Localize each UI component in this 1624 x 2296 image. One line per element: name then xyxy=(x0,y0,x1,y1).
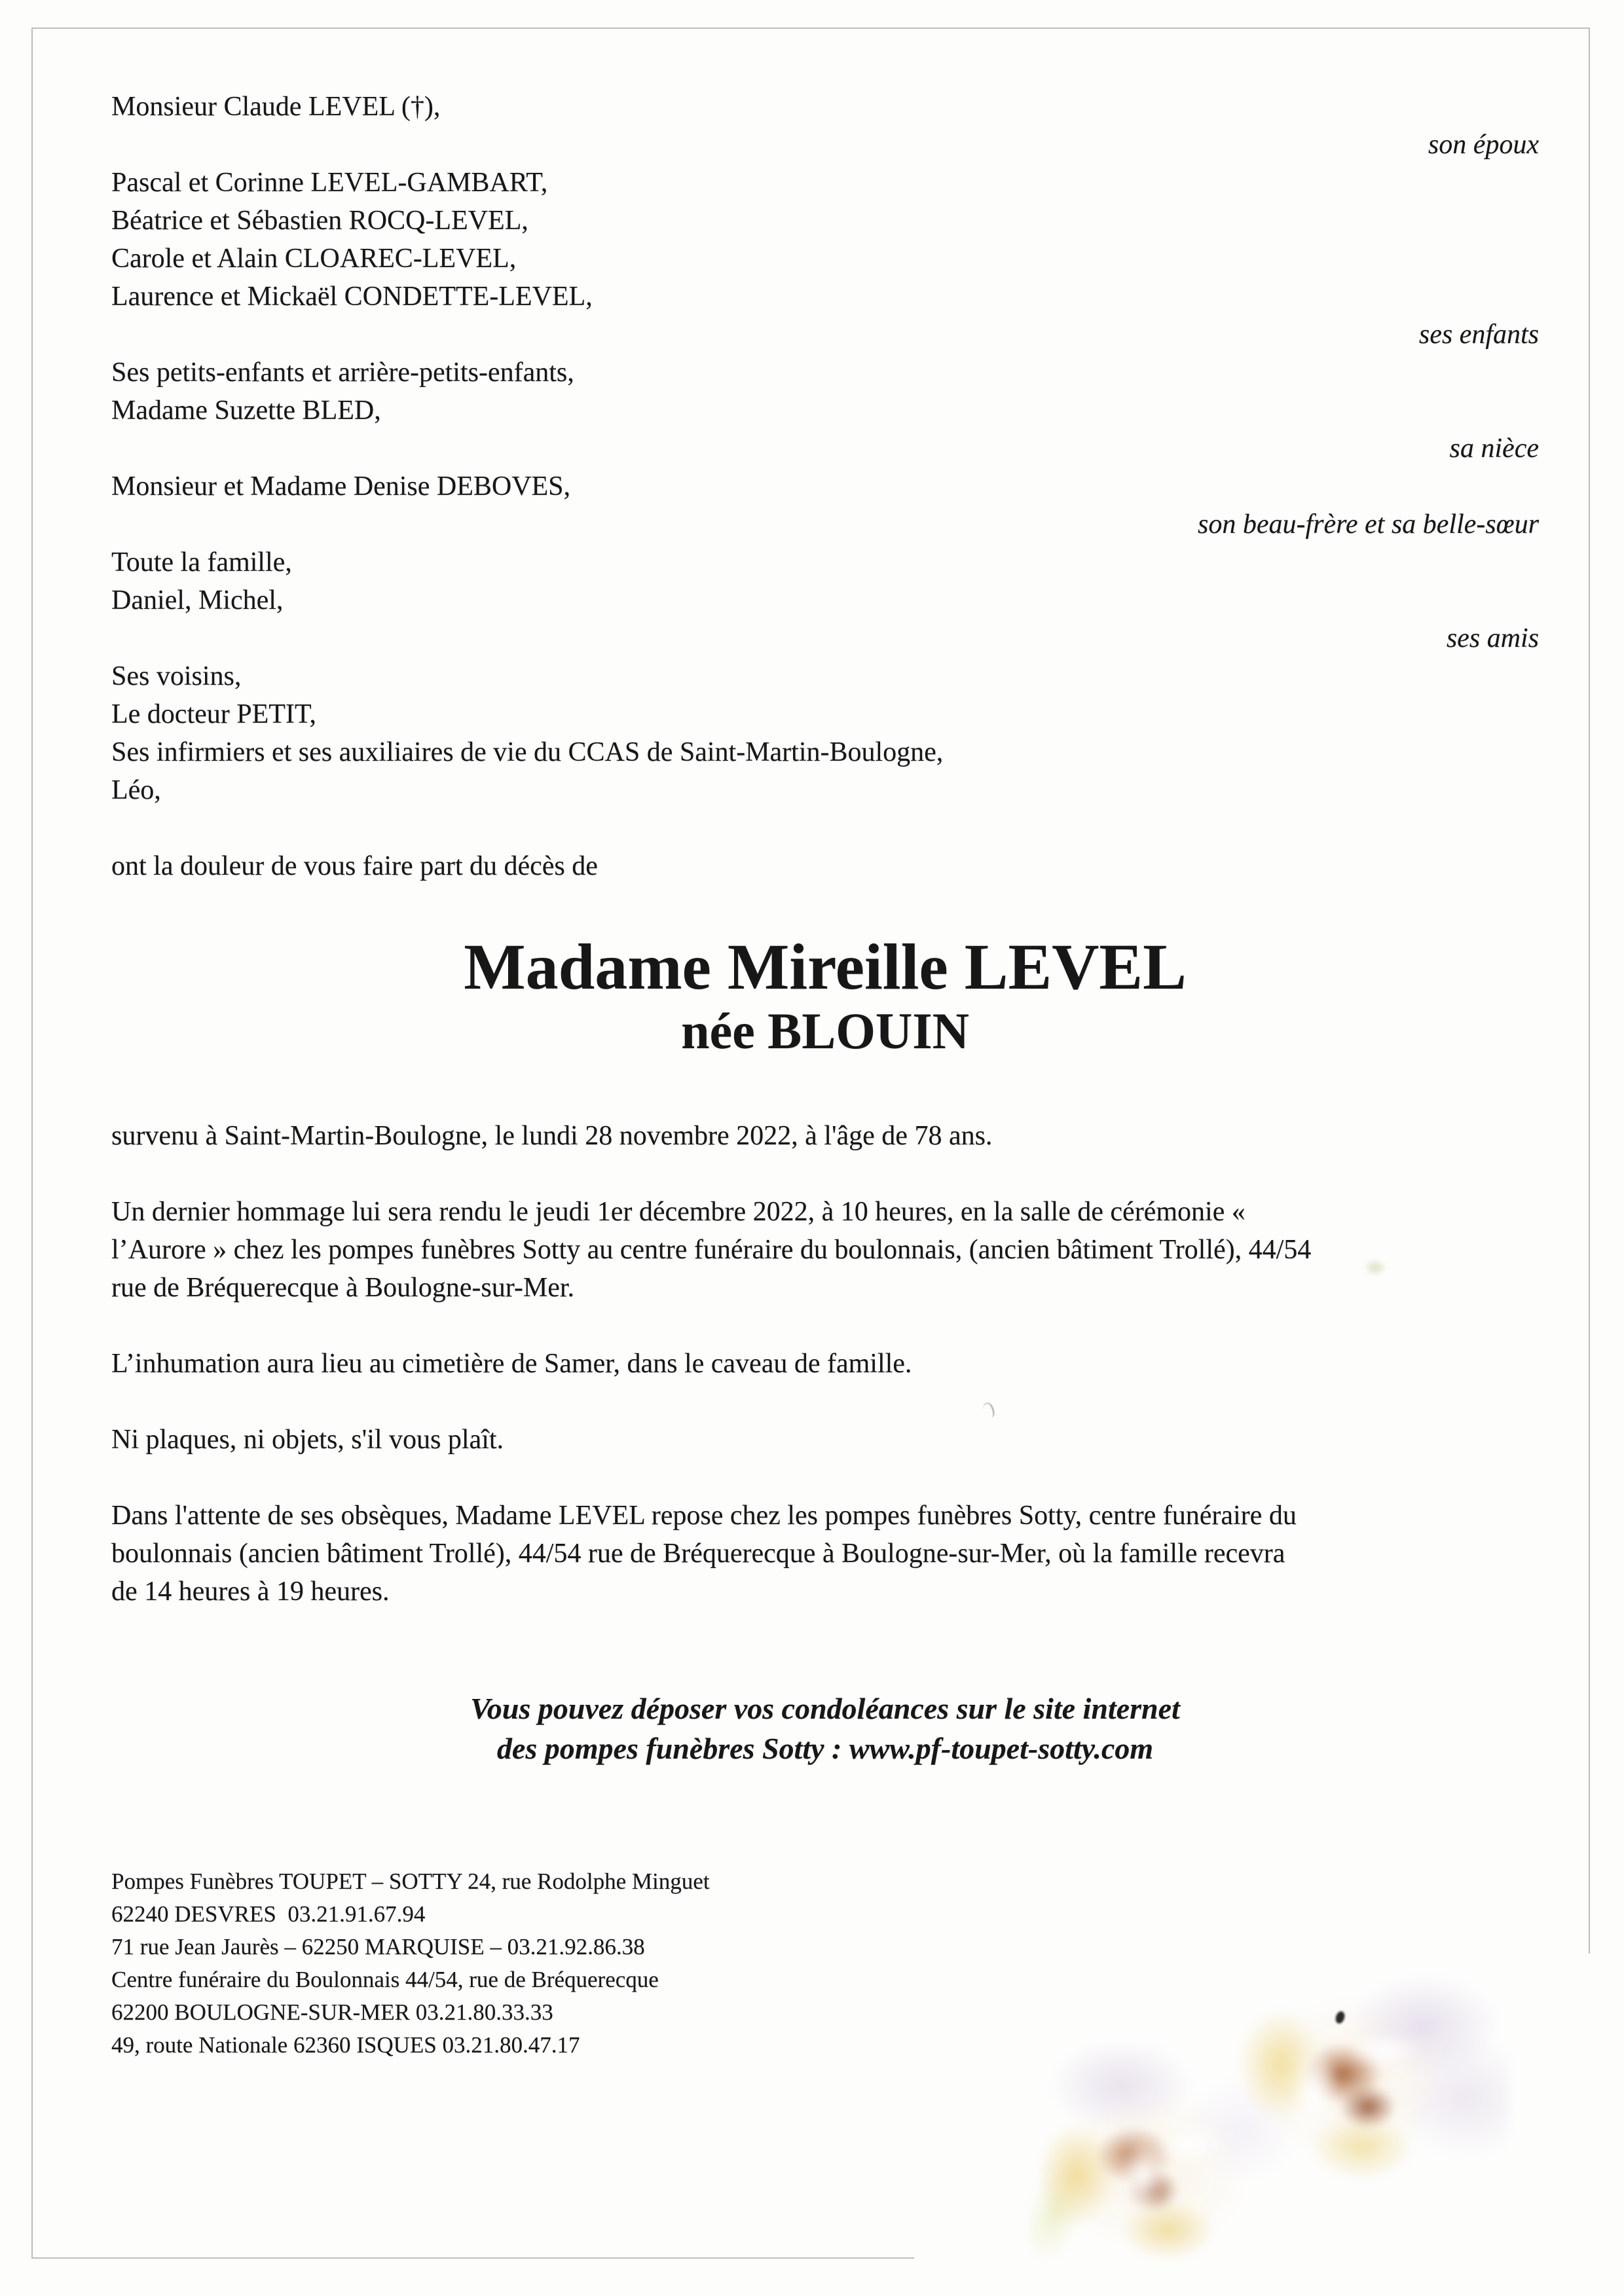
deceased-maiden-name: née BLOUIN xyxy=(681,1002,969,1059)
announcement-line: ont la douleur de vous faire part du décès de xyxy=(111,851,598,881)
relation-label: son époux xyxy=(1428,130,1539,160)
funeral-home-address-line: 62240 DESVRES 03.21.91.67.94 xyxy=(111,1901,426,1927)
orchid-flower-right-icon xyxy=(1195,1961,1509,2196)
relation-label: ses enfants xyxy=(1418,319,1539,350)
deceased-name: Madame Mireille LEVEL xyxy=(464,930,1187,1003)
body-line: L’inhumation aura lieu au cimetière de Samer, dans le caveau de famille. xyxy=(111,1349,912,1379)
body-paragraph xyxy=(111,1117,1539,1155)
orchid-watercolor-decoration xyxy=(914,1954,1624,2296)
body-paragraph xyxy=(111,1421,1539,1459)
mourner-name-line: Madame Suzette BLED, xyxy=(111,395,381,426)
body-line: rue de Bréquerecque à Boulogne-sur-Mer. xyxy=(111,1273,575,1303)
mourner-name-line: Béatrice et Sébastien ROCQ-LEVEL, xyxy=(111,206,528,236)
body-paragraph xyxy=(111,1193,1539,1307)
body-paragraph xyxy=(111,1497,1539,1611)
mourner-name-line: Ses infirmiers et ses auxiliaires de vie du CCAS de Saint-Martin-Boulogne, xyxy=(111,737,944,767)
condolence-note-line: des pompes funèbres Sotty : www.pf-toupet-sotty.com xyxy=(496,1732,1154,1765)
funeral-home-address-line: Centre funéraire du Boulonnais 44/54, rue de Bréquerecque xyxy=(111,1967,659,1992)
mourner-name-line: Le docteur PETIT, xyxy=(111,699,316,729)
funeral-home-address-line: Pompes Funèbres TOUPET – SOTTY 24, rue Rodolphe Minguet xyxy=(111,1868,710,1894)
mourner-name-line: Monsieur et Madame Denise DEBOVES, xyxy=(111,471,571,501)
mourner-name-line: Laurence et Mickaël CONDETTE-LEVEL, xyxy=(111,282,593,312)
body-line: Ni plaques, ni objets, s'il vous plaît. xyxy=(111,1425,504,1455)
condolence-note-line: Vous pouvez déposer vos condoléances sur le site internet xyxy=(470,1692,1180,1725)
body-line: l’Aurore » chez les pompes funèbres Sotty au centre funéraire du boulonnais, (ancien bâtiment Trollé), 44/54 xyxy=(111,1235,1312,1265)
body-line: de 14 heures à 19 heures. xyxy=(111,1576,390,1607)
funeral-home-address-line: 71 rue Jean Jaurès – 62250 MARQUISE – 03.21.92.86.38 xyxy=(111,1934,645,1959)
page-content xyxy=(111,88,1539,2062)
body-line: Un dernier hommage lui sera rendu le jeudi 1er décembre 2022, à 10 heures, en la salle de cérémonie « xyxy=(111,1197,1246,1227)
funeral-home-address-line: 49, route Nationale 62360 ISQUES 03.21.80.47.17 xyxy=(111,2032,580,2058)
condolence-note xyxy=(111,1688,1539,1768)
mourner-name-line: Léo, xyxy=(111,775,161,805)
mourner-name-line: Daniel, Michel, xyxy=(111,585,284,615)
body-line: Dans l'attente de ses obsèques, Madame LEVEL repose chez les pompes funèbres Sotty, centre funéraire du xyxy=(111,1501,1297,1531)
body-line: boulonnais (ancien bâtiment Trollé), 44/54 rue de Bréquerecque à Boulogne-sur-Mer, où la famille recevra xyxy=(111,1539,1285,1569)
mourner-name-line: Monsieur Claude LEVEL (†), xyxy=(111,92,441,122)
body-line: survenu à Saint-Martin-Boulogne, le lundi 28 novembre 2022, à l'âge de 78 ans. xyxy=(111,1121,993,1151)
relation-label: son beau-frère et sa belle-sœur xyxy=(1197,509,1539,539)
mourner-name-line: Ses petits-enfants et arrière-petits-enfants, xyxy=(111,357,574,388)
funeral-home-address-line: 62200 BOULOGNE-SUR-MER 03.21.80.33.33 xyxy=(111,1999,553,2025)
scan-artifact-smudge xyxy=(1363,1258,1387,1277)
mourner-name-line: Carole et Alain CLOAREC-LEVEL, xyxy=(111,244,517,274)
relation-label: ses amis xyxy=(1446,623,1539,653)
body-paragraph xyxy=(111,1345,1539,1383)
mourner-name-line: Ses voisins, xyxy=(111,661,242,691)
mourner-name-line: Pascal et Corinne LEVEL-GAMBART, xyxy=(111,168,548,198)
relation-label: sa nièce xyxy=(1449,433,1539,464)
mourner-name-line: Toute la famille, xyxy=(111,547,292,577)
